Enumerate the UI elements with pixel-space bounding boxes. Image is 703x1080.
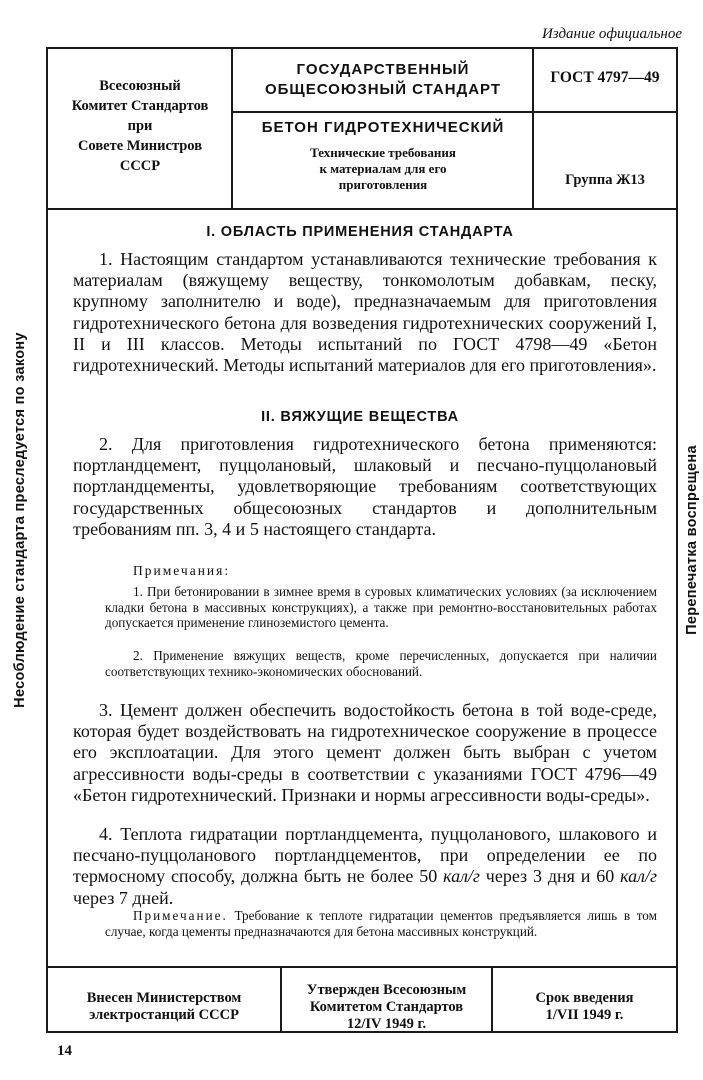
standard-title-line: ОБЩЕСОЮЗНЫЙ СТАНДАРТ [264,81,502,98]
note-3-label: Примечание. [133,908,228,923]
committee-line: при [127,118,153,134]
footer-line: Срок введения [535,990,634,1006]
note-2: 2. Применение вяжущих веществ, кроме перечисленных, допускается при наличии соответствующих технико-экономических обоснований. [105,648,657,679]
section-heading-binders: II. ВЯЖУЩИЕ ВЕЩЕСТВА [261,409,459,425]
committee-line: Комитет Стандартов [71,98,209,114]
frame-right-rule [676,47,678,1032]
header-bottom-rule [46,208,678,210]
header-divider-left [231,47,233,210]
footer-line: Внесен Министерством [86,990,242,1006]
paragraph-1: 1. Настоящим стандартом устанавливаются технические требования к материалам (вяжущему веществу, тонкомолотым добавкам, песку, крупному заполнителю и воде), предназначаемым для приготовления гидротехнического бетона для возведения гидротехнических сооружений I, II и III классов. Методы испытаний по ГОСТ 4798—49 «Бетон гидротехнический. Методы испытаний материалов для его приготовления». [73,249,657,376]
paragraph-4-text: через 7 дней. [73,887,174,908]
edition-note: Издание официальное [541,26,682,42]
footer-line: Комитетом Стандартов [309,999,464,1015]
footer-line: электростанций СССР [89,1007,239,1023]
frame-top-rule [46,47,678,49]
paragraph-4-text: 4. Теплота гидратации портландцемента, пуццоланового, шлакового и песчано-пуццоланового портландцементов, при определении ее по термосному способу, должна быть не более 50 [73,824,657,887]
standard-subtitle-line: Технические требования [310,145,456,160]
footer-effective-date [493,990,676,1024]
note-3-text: Требование к теплоте гидратации цементов предъявляется лишь в том случае, когда цементы предназначаются для бетона массивных конструкций. [105,908,657,939]
standard-number: ГОСТ 4797—49 [550,69,660,86]
paragraph-4-text: через 3 дня и 60 [479,866,621,887]
footer-line: 12/IV 1949 г. [346,1016,427,1032]
paragraph-3: 3. Цемент должен обеспечить водостойкость бетона в той воде-среде, которая будет воздействовать на гидротехническое сооружение в процессе его эксплоатации. Для этого цемент должен быть выбран с учетом агрессивности воды-среды в соответствии с указаниями ГОСТ 4796—49 «Бетон гидротехнический. Признаки и нормы агрессивности воды-среды». [73,700,657,805]
side-reprint-notice-text: Перепечатка воспрещена [684,445,700,635]
footer-top-rule [46,966,678,968]
standard-title-line: ГОСУДАРСТВЕННЫЙ [296,61,470,78]
side-legal-notice-text: Несоблюдение стандарта преследуется по закону [12,332,28,708]
page-number: 14 [57,1043,72,1059]
note-1: 1. При бетонировании в зимнее время в суровых климатических условиях (за исключением кладки бетона в массивных конструкциях), а также при ремонтно-восстановительных работах допускается применение глиноземистого цемента. [105,584,657,631]
footer-introduced-by [48,990,280,1024]
header-right-rule [534,111,676,113]
committee-line: Всесоюзный [99,78,181,94]
section-heading-scope: I. ОБЛАСТЬ ПРИМЕНЕНИЯ СТАНДАРТА [206,224,514,240]
standard-subtitle-line: приготовления [338,177,428,192]
frame-left-rule [46,47,48,1032]
standard-subject: БЕТОН ГИДРОТЕХНИЧЕСКИЙ [261,119,505,136]
issuing-committee [50,76,230,176]
paragraph-4 [73,824,657,909]
notes-heading: Примечания: [133,563,231,578]
unit-label: кал/г [620,866,657,887]
standard-subtitle [235,145,531,193]
footer-approved-by [282,982,491,1033]
footer-line: Утвержден Всесоюзным [306,982,467,998]
note-3 [105,908,657,939]
committee-line: Совете Министров [77,138,203,154]
paragraph-2: 2. Для приготовления гидротехнического бетона применяются: портландцемент, пуццолановый, шлаковый и песчано-пуццолановый портландцементы, удовлетворяющие требованиям соответствующих государственных общесоюзных стандартов и дополнительным требованиям пп. 3, 4 и 5 настоящего стандарта. [73,434,657,539]
footer-line: 1/VII 1949 г. [545,1007,624,1023]
standard-group: Группа Ж13 [565,172,645,188]
header-middle-rule [233,111,532,113]
standard-title [235,60,531,100]
unit-label: кал/г [443,866,480,887]
standard-subtitle-line: к материалам для его [319,161,447,176]
committee-line: СССР [119,158,161,174]
